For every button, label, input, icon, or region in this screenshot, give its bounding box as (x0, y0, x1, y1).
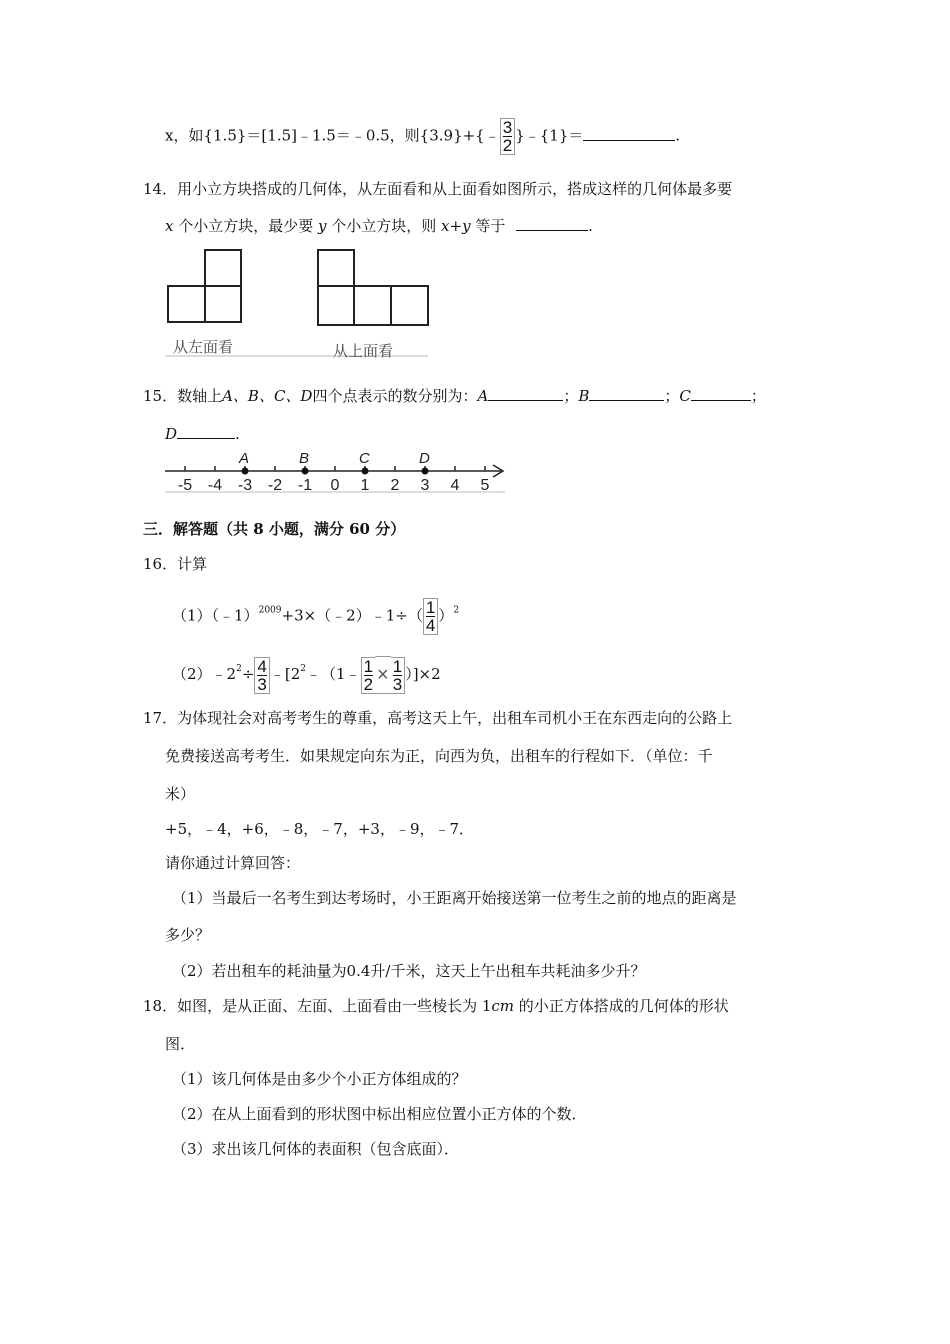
q16-part2 (172, 656, 441, 694)
q15-sep: ； (563, 387, 579, 405)
q18-line5: （3）求出该几何体的表面积（包含底面）． (172, 1140, 460, 1158)
point-c (362, 468, 369, 475)
q15-label-b: B (578, 387, 590, 405)
point-b (302, 468, 309, 475)
q18-line2: 图． (165, 1035, 196, 1053)
q17-line7: 多少？ (165, 926, 211, 944)
q17-line5: 请你通过计算回答： (165, 854, 301, 872)
point-label-c: C (359, 450, 370, 467)
q17-line2: 免费接送高考考生．如果规定向东为正，向西为负，出租车的行程如下．（单位：千 (165, 747, 713, 765)
q15-sep: ； (750, 387, 766, 405)
axis-tick-label: 0 (330, 477, 340, 494)
q15-blank-b[interactable] (589, 386, 664, 401)
q14-text-b: 个小立方块，最少要 (173, 217, 319, 235)
q15-label-c: C (679, 387, 691, 405)
q16-p2-fraction2 (361, 657, 375, 694)
q14-figure (165, 248, 430, 360)
q15-line2 (165, 423, 240, 445)
top-view-square (354, 286, 391, 325)
q13-text-2: }﹣{1}＝ (515, 126, 584, 145)
q13-end: . (675, 126, 681, 145)
q14-answer-blank[interactable] (516, 216, 588, 231)
q16-p1-fraction (423, 598, 438, 635)
q18-line4: （2）在从上面看到的形状图中标出相应位置小正方体的个数． (172, 1105, 587, 1123)
q18-unit: cm (491, 997, 515, 1015)
q14-line2 (165, 215, 593, 237)
q15-points: A、B、C、D (222, 387, 313, 405)
q16-p2-exp: 2 (236, 664, 242, 674)
q15-line1 (143, 385, 766, 407)
q16-p2-d: ﹣（1﹣ (306, 665, 361, 683)
q13-fraction (500, 118, 515, 155)
q16-title: 16．计算 (143, 555, 208, 573)
q17-line3: 米） (165, 785, 196, 803)
q18-line3: （1）该几何体是由多少个小正方体组成的？ (172, 1070, 467, 1088)
q15-blank-d[interactable] (177, 424, 235, 439)
section3-title: 三．解答题（共 8 小题，满分 60 分） (143, 520, 406, 538)
q15-suffix: 四个点表示的数分别为： (312, 387, 478, 405)
axis-tick-label: -3 (237, 477, 253, 494)
q13-line (165, 118, 680, 155)
point-a (242, 468, 249, 475)
q13-frac-den: 2 (502, 136, 513, 155)
q15-label-d: D (165, 425, 178, 443)
q14-var-sum: x+y (441, 217, 471, 235)
axis-tick-label: -5 (177, 477, 193, 494)
q16-p1-b: +3×（﹣2）﹣1÷（ (281, 606, 423, 625)
q15-blank-c[interactable] (691, 386, 751, 401)
q14-var-y: y (318, 217, 327, 235)
q16-part1 (172, 598, 459, 635)
q13-answer-blank[interactable] (583, 126, 675, 141)
frac-den: 2 (363, 674, 374, 694)
axis-tick-label: 4 (450, 477, 460, 494)
q14-var-x: x (165, 217, 174, 235)
q16-p1-c: ） (438, 606, 454, 625)
q17-line6: （1）当最后一名考生到达考场时，小王距离开始接送第一位考生之前的地点的距离是 (172, 889, 737, 907)
axis-tick-label: 3 (420, 477, 430, 494)
axis-tick-label: 1 (360, 477, 370, 494)
q16-p2-fraction3 (391, 657, 405, 694)
frac-den: 4 (425, 616, 436, 635)
q13-text-1: x，如{1.5}＝[1.5]﹣1.5＝﹣0.5，则{3.9}+{﹣ (165, 126, 500, 145)
point-d (422, 468, 429, 475)
frac-num: 4 (257, 656, 267, 676)
q13-frac-num: 3 (502, 118, 513, 137)
q17-line8: （2）若出租车的耗油量为0.4升/千米，这天上午出租车共耗油多少升？ (172, 962, 646, 980)
q16-p2-times: × (375, 656, 391, 694)
q15-label-a: A (477, 387, 489, 405)
q16-p1-exp: 2009 (258, 605, 282, 616)
q16-p2-c: ﹣[2 (269, 665, 301, 683)
axis-tick-label: 2 (390, 477, 400, 494)
axis-tick-label: -1 (297, 477, 313, 494)
q14-end: . (588, 217, 593, 235)
q16-p2-exp2: 2 (300, 664, 307, 674)
q15-prefix: 15．数轴上 (143, 387, 223, 405)
q14-text-d: 个小立方块，则 (326, 217, 442, 235)
q16-p2-fraction1 (254, 657, 269, 694)
number-line-svg (165, 450, 507, 494)
q18-text-b: 的小正方体搭成的几何体的形状 (514, 997, 729, 1015)
q16-p1-exp2: 2 (453, 605, 460, 616)
top-view-square (318, 250, 354, 286)
axis-tick-label: -4 (207, 477, 223, 494)
point-label-b: B (299, 450, 310, 467)
q15-blank-a[interactable] (488, 386, 563, 401)
number-line (165, 450, 507, 494)
q14-text-f: 等于 (470, 217, 511, 235)
q14-left-caption: 从左面看 (173, 338, 234, 356)
frac-num: 1 (363, 656, 374, 676)
q14-line1: 14．用小立方块搭成的几何体，从左面看和从上面看如图所示，搭成这样的几何体最多要 (143, 180, 733, 198)
top-view-square (318, 286, 354, 325)
q18-text-a: 18．如图，是从正面、左面、上面看由一些棱长为 1 (143, 997, 492, 1015)
point-label-a: A (239, 450, 250, 467)
axis-tick-label: 5 (480, 477, 490, 494)
q18-line1 (143, 995, 729, 1017)
left-view-square (205, 286, 241, 322)
q16-p2-e: ）]×2 (405, 665, 441, 683)
axis-tick-label: -2 (267, 477, 283, 494)
q16-p1-a: （1）（﹣1） (172, 606, 259, 625)
left-view-square (205, 250, 241, 286)
left-view-square (168, 286, 205, 322)
q16-p2-b: ÷ (241, 665, 255, 683)
top-view-square (391, 286, 428, 325)
q17-line4: +5，﹣4，+6，﹣8，﹣7，+3，﹣9，﹣7． (165, 820, 475, 838)
frac-num: 1 (425, 598, 436, 617)
point-label-d: D (419, 450, 430, 467)
frac-num: 1 (392, 656, 403, 676)
frac-den: 3 (392, 674, 403, 694)
frac-den: 3 (257, 674, 267, 694)
q14-top-caption: 从上面看 (333, 342, 394, 360)
q15-sep: ； (664, 387, 680, 405)
q17-line1: 17．为体现社会对高考考生的尊重，高考这天上午，出租车司机小王在东西走向的公路上 (143, 709, 733, 727)
q15-end: . (235, 425, 240, 443)
q16-p2-a: （2）﹣2 (172, 665, 237, 683)
